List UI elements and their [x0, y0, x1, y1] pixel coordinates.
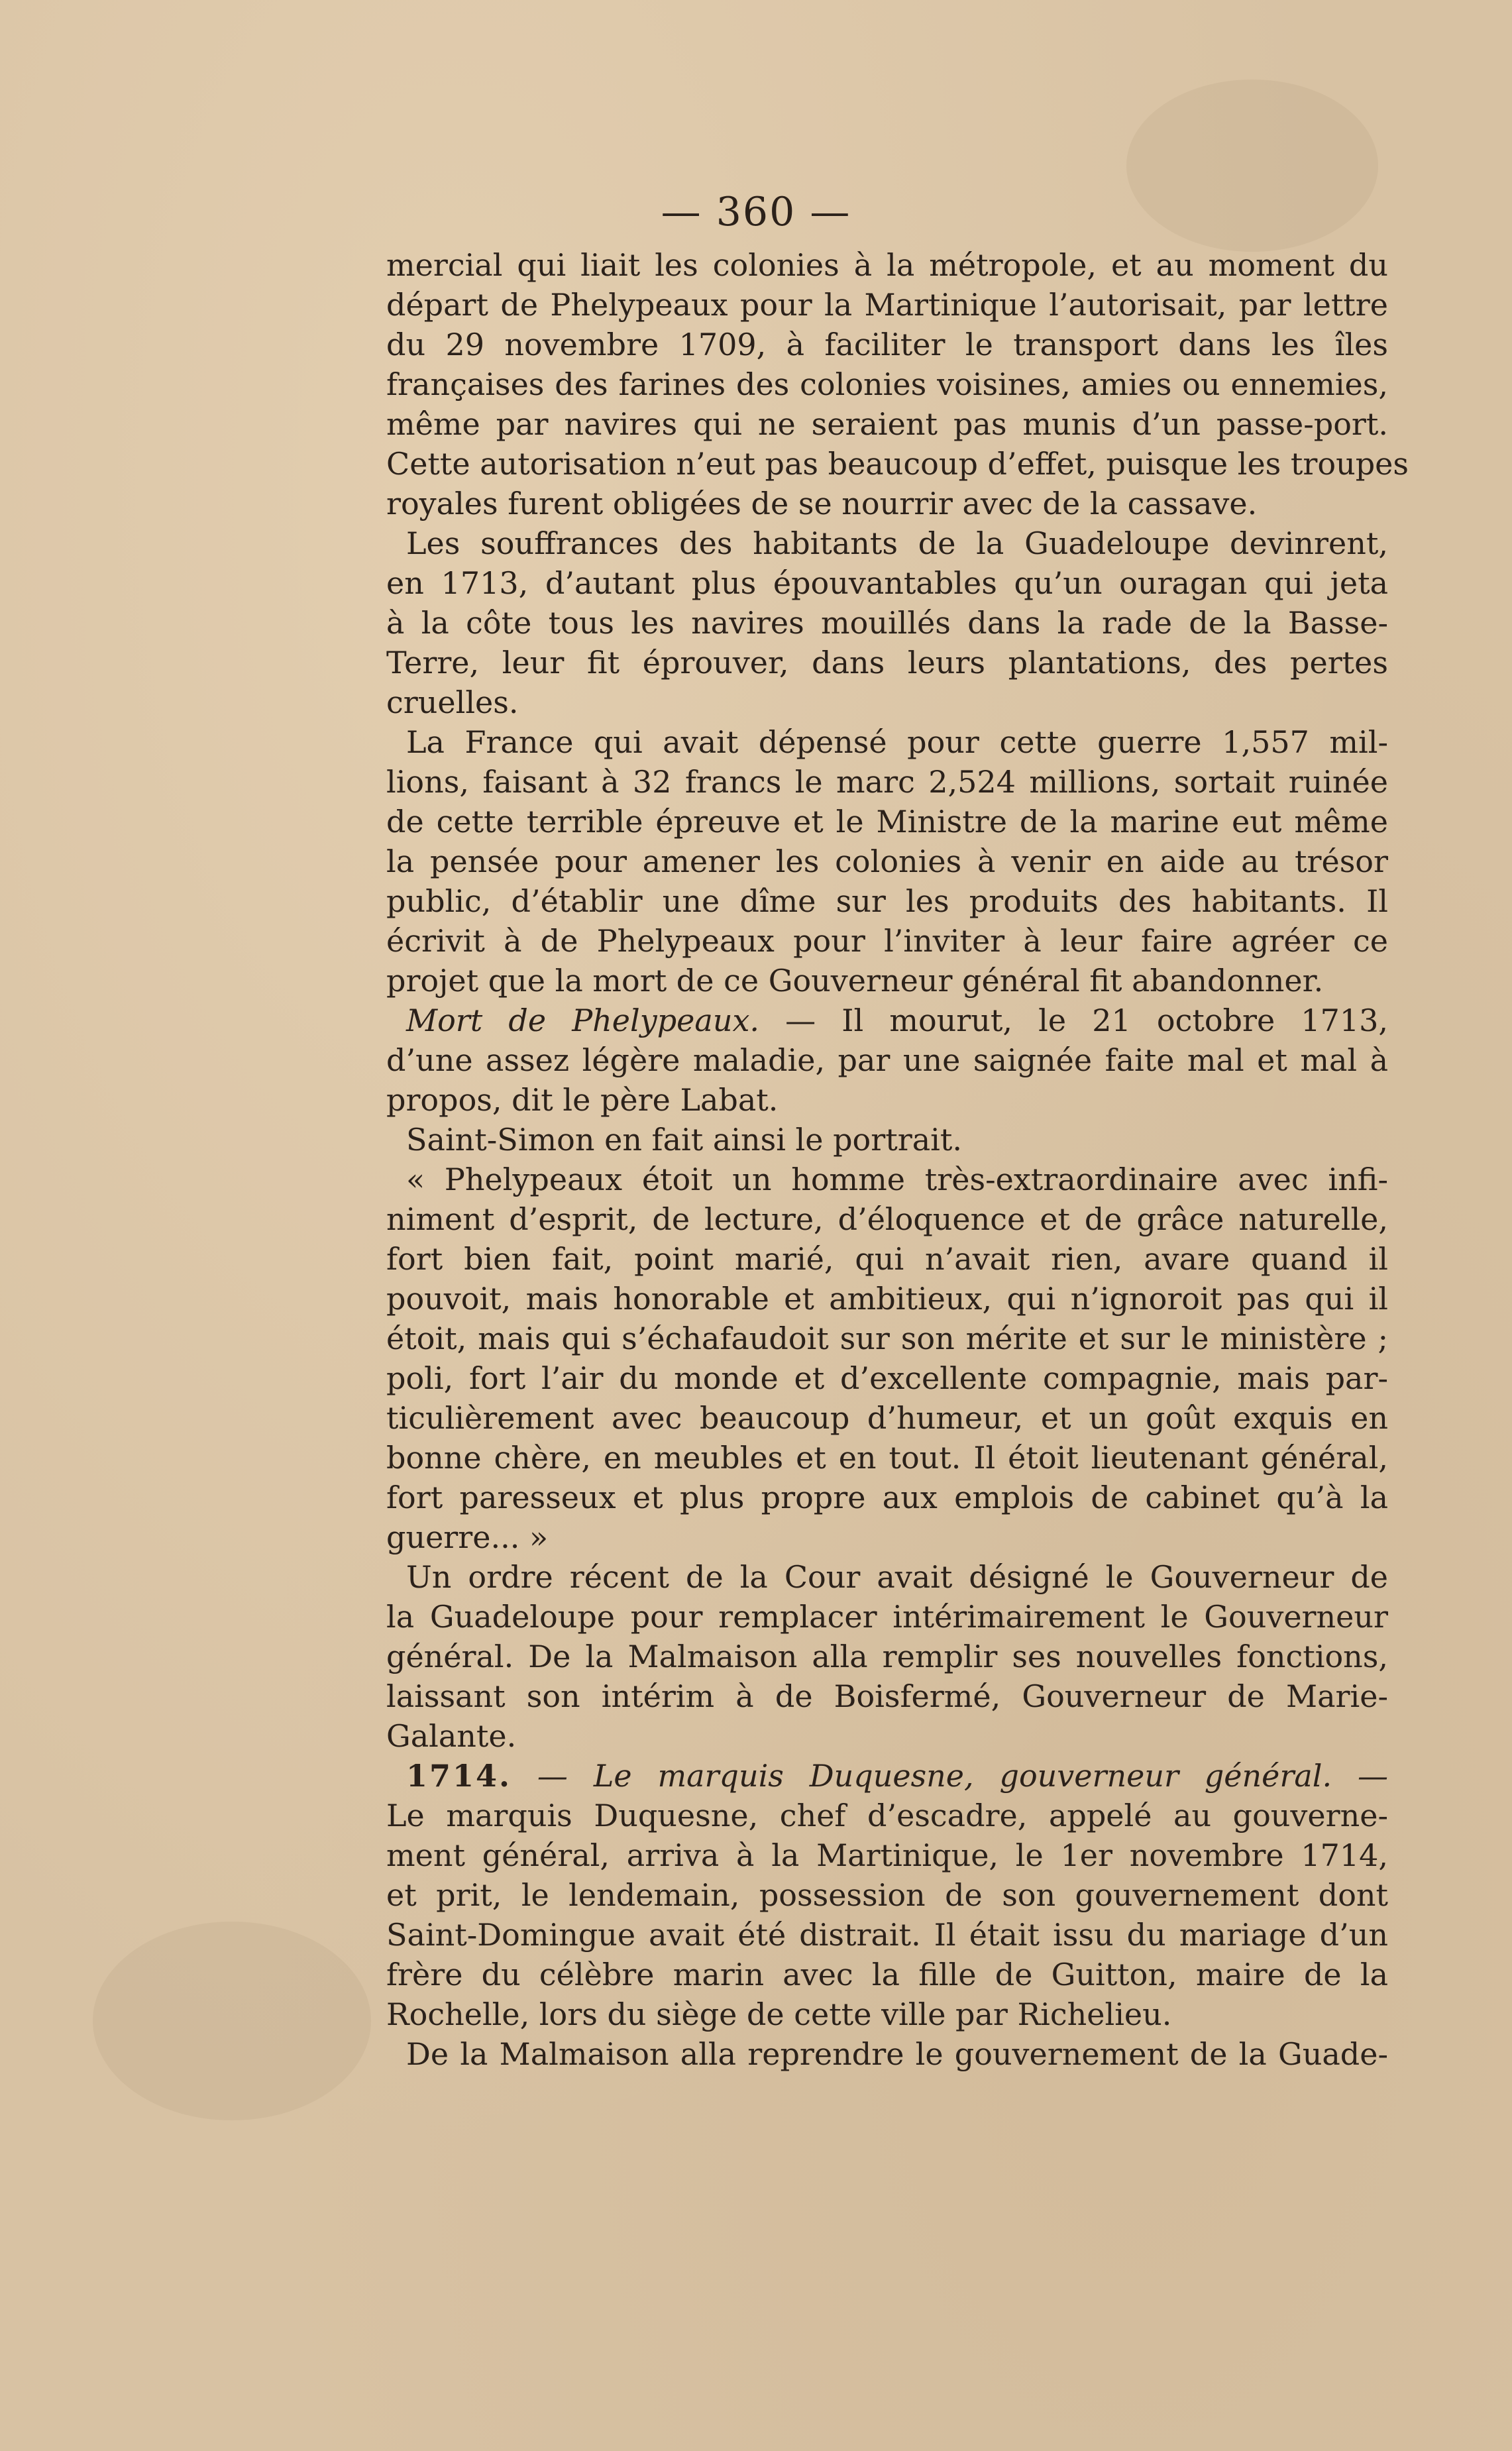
text-line: et prit, le lendemain, possession de son gouvernement dont [386, 1877, 1388, 1913]
text-line: frère du célèbre marin avec la fille de Guitton, maire de la [386, 1957, 1388, 1992]
text-line: laissant son intérim à de Boisfermé, Gouverneur de Marie- [386, 1678, 1388, 1714]
text-line: Saint-Domingue avait été distrait. Il était issu du mariage d’un [386, 1917, 1388, 1953]
text-line: Saint-Simon en fait ainsi le portrait. [406, 1122, 962, 1158]
text-line: du 29 novembre 1709, à faciliter le transport dans les îles [386, 327, 1388, 362]
text-line: à la côte tous les navires mouillés dans la rade de la Basse- [386, 605, 1388, 641]
text-line: étoit, mais qui s’échafaudoit sur son mérite et sur le ministère ; [386, 1321, 1388, 1356]
text-line: Les souffrances des habitants de la Guadeloupe devinrent, [406, 525, 1388, 561]
text-line [386, 1756, 1388, 1796]
text-line: « Phelypeaux étoit un homme très-extraordinaire avec infi- [406, 1162, 1388, 1197]
text-line: Rochelle, lors du siège de cette ville par Richelieu. [386, 1996, 1172, 2032]
text-line: Un ordre récent de la Cour avait désigné le Gouverneur de [406, 1559, 1388, 1595]
text-line: la pensée pour amener les colonies à venir en aide au trésor [386, 844, 1388, 879]
section-heading-italic: — Le marquis Duquesne, gouverneur général. — [512, 1758, 1388, 1794]
text-line: La France qui avait dépensé pour cette guerre 1,557 mil- [406, 724, 1388, 760]
text-line: en 1713, d’autant plus épouvantables qu’un ouragan qui jeta [386, 565, 1388, 601]
text-line: De la Malmaison alla reprendre le gouvernement de la Guade- [406, 2036, 1388, 2072]
section-heading-italic: Mort de Phelypeaux. [406, 1003, 760, 1038]
text-line: Terre, leur fit éprouver, dans leurs plantations, des pertes [386, 645, 1388, 681]
text-line: guerre... » [386, 1519, 549, 1555]
text-line: niment d’esprit, de lecture, d’éloquence et de grâce naturelle, [386, 1201, 1388, 1237]
text-line: françaises des farines des colonies voisines, amies ou ennemies, [386, 366, 1388, 402]
text-line: d’une assez légère maladie, par une saignée faite mal et mal à [386, 1042, 1388, 1078]
text-line: cruelles. [386, 684, 519, 720]
text-line: mercial qui liait les colonies à la métropole, et au moment du [386, 247, 1388, 283]
text-line: la Guadeloupe pour remplacer intérimairement le Gouverneur [386, 1599, 1388, 1635]
text-line: royales furent obligées de se nourrir avec de la cassave. [386, 486, 1258, 521]
text-line: propos, dit le père Labat. [386, 1082, 779, 1118]
text-line: projet que la mort de ce Gouverneur général fit abandonner. [386, 963, 1324, 999]
text-line: écrivit à de Phelypeaux pour l’inviter à leur faire agréer ce [386, 923, 1388, 959]
page-number: — 360 — [661, 189, 851, 235]
text-line: général. De la Malmaison alla remplir ses nouvelles fonctions, [386, 1639, 1388, 1674]
text-line: Cette autorisation n’eut pas beaucoup d’effet, puisque les troupes [386, 446, 1409, 482]
text-line: pouvoit, mais honorable et ambitieux, qui n’ignoroit pas qui il [386, 1281, 1388, 1317]
text-line: même par navires qui ne seraient pas munis d’un passe-port. [386, 406, 1388, 442]
text-line: fort bien fait, point marié, qui n’avait rien, avare quand il [386, 1241, 1388, 1277]
text-line: Galante. [386, 1718, 517, 1754]
text-line: poli, fort l’air du monde et d’excellente compagnie, mais par- [386, 1360, 1388, 1396]
line-continuation: — Il mourut, le 21 octobre 1713, [759, 1003, 1388, 1038]
text-line: fort paresseux et plus propre aux emplois de cabinet qu’à la [386, 1480, 1388, 1515]
text-line: bonne chère, en meubles et en tout. Il étoit lieutenant général, [386, 1440, 1388, 1476]
text-line: lions, faisant à 32 francs le marc 2,524 millions, sortait ruinée [386, 764, 1388, 800]
body-text [386, 245, 1409, 2074]
text-line: ticulièrement avec beaucoup d’humeur, et un goût exquis en [386, 1400, 1388, 1436]
text-line: public, d’établir une dîme sur les produits des habitants. Il [386, 883, 1388, 919]
text-line [386, 1001, 1388, 1040]
paper-stain [93, 1922, 371, 2120]
text-line: Le marquis Duquesne, chef d’escadre, appelé au gouverne- [386, 1798, 1388, 1833]
text-line: départ de Phelypeaux pour la Martinique l’autorisait, par lettre [386, 287, 1388, 323]
year-heading: 1714. [406, 1758, 512, 1794]
text-line: ment général, arriva à la Martinique, le 1er novembre 1714, [386, 1837, 1388, 1873]
text-line: de cette terrible épreuve et le Ministre de la marine eut même [386, 804, 1388, 840]
